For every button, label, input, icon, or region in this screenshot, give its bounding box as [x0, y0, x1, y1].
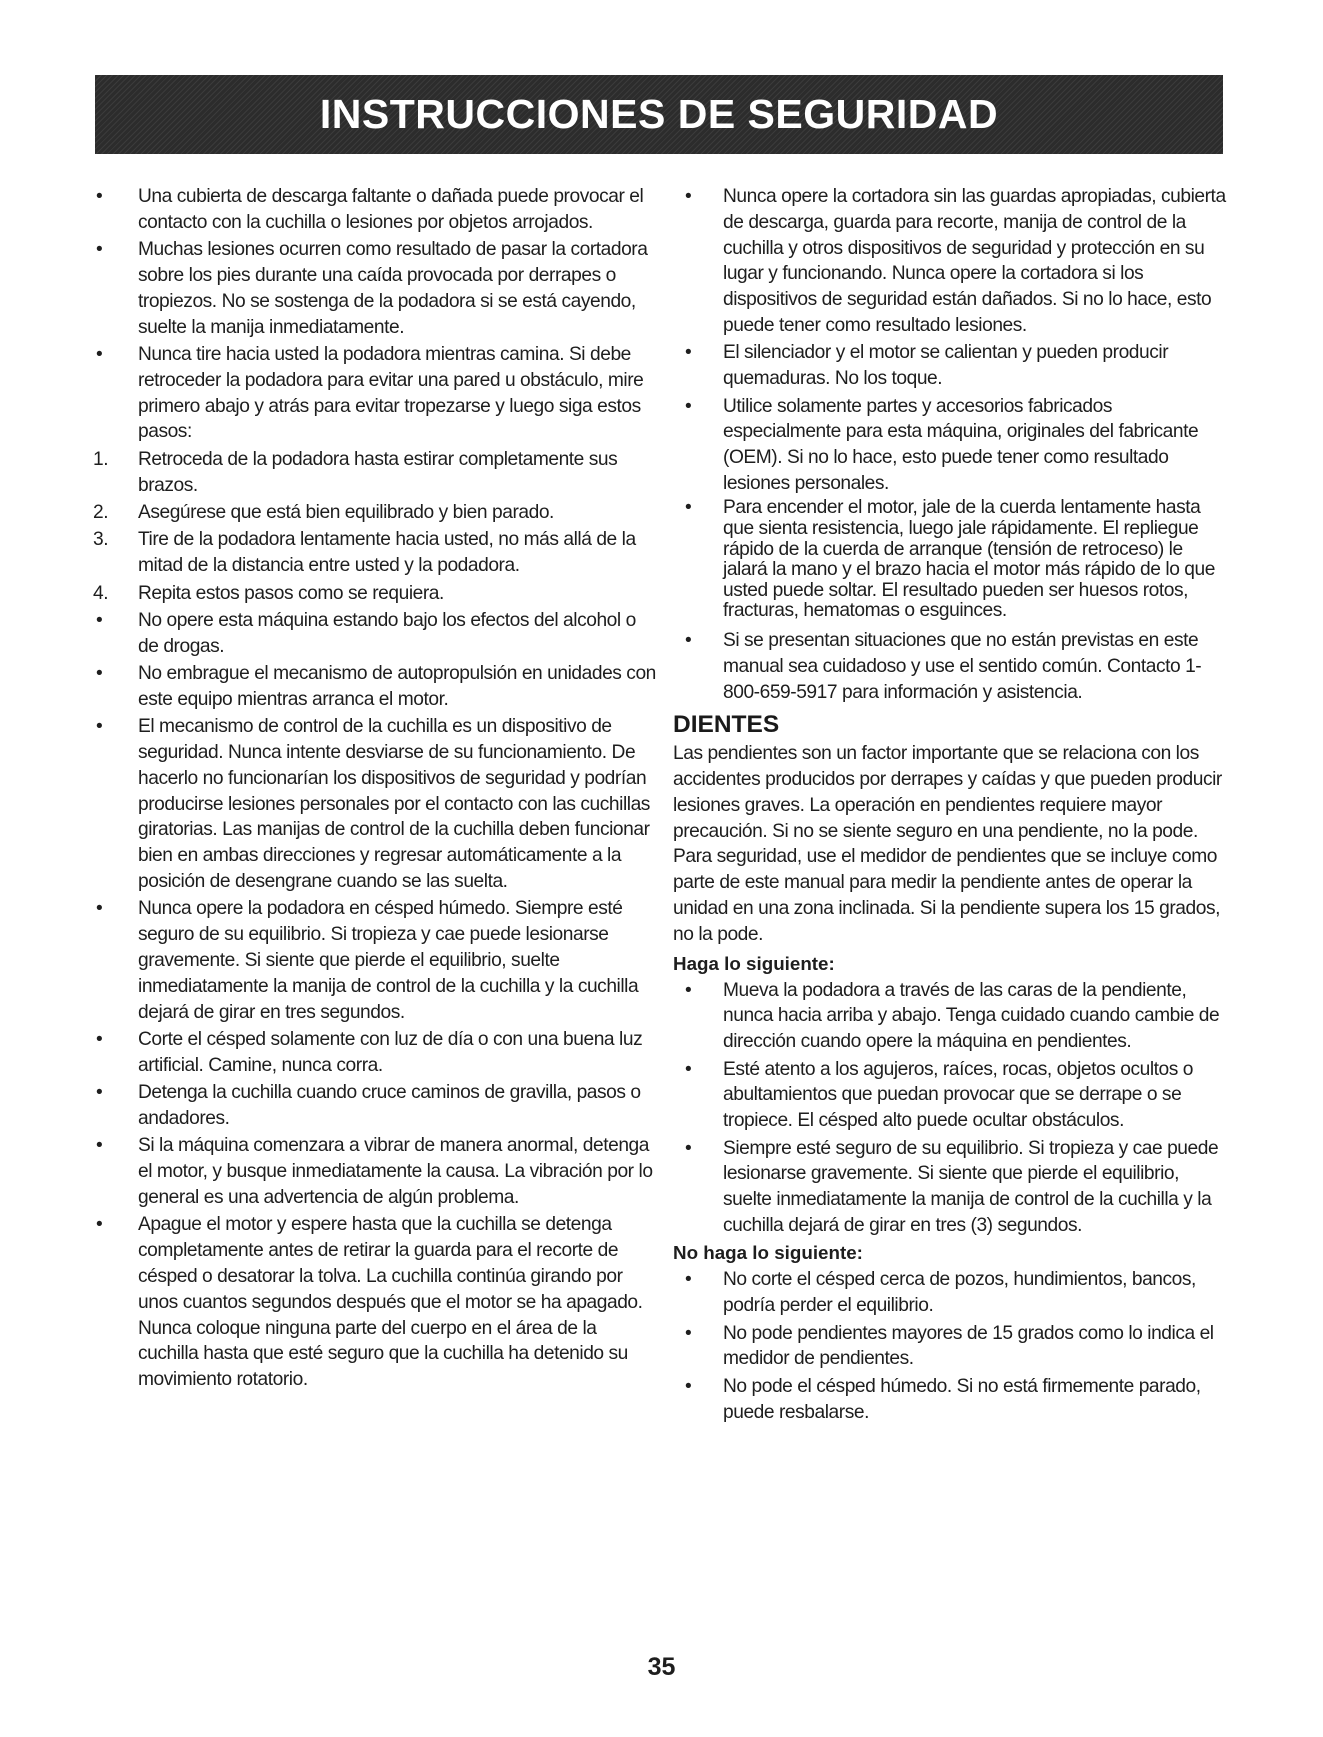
list-item-text: El silenciador y el motor se calientan y pueden producir quemaduras. No los toque. — [723, 342, 1169, 390]
bullet-icon: • — [685, 1269, 692, 1291]
list-item — [93, 527, 660, 579]
list-item — [93, 1133, 660, 1210]
bullet-icon: • — [96, 1082, 103, 1104]
dont-heading: No haga lo siguiente: — [673, 1242, 863, 1264]
list-item-text: Detenga la cuchilla cuando cruce caminos de gravilla, pasos o andadores. — [138, 1082, 641, 1130]
bullet-icon: • — [96, 239, 103, 261]
bullet-icon: • — [685, 1058, 692, 1080]
list-item — [93, 896, 660, 1025]
list-item — [93, 581, 660, 607]
bullet-icon: • — [96, 716, 103, 738]
list-item — [673, 394, 1228, 497]
list-item-text: Nunca tire hacia usted la podadora mientras camina. Si debe retroceder la podadora para evitar una pared u obstáculo, mire primero abajo y atrás para evitar tropezarse y luego siga estos pasos: — [138, 343, 644, 443]
bullet-icon: • — [96, 609, 103, 631]
list-item-text: No pode pendientes mayores de 15 grados como lo indica el medidor de pendientes. — [723, 1322, 1214, 1370]
page-number: 35 — [647, 1653, 676, 1681]
do-list — [673, 978, 1228, 1239]
list-item — [673, 1057, 1228, 1134]
list-item-text: Si se presentan situaciones que no están previstas en este manual sea cuidadoso y use el sentido común. Contacto 1-800-659-5917 para información y asistencia. — [723, 629, 1202, 703]
list-item — [673, 978, 1228, 1055]
list-item-text: Apague el motor y espere hasta que la cuchilla se detenga completamente antes de retirar la guarda para el recorte de césped o desatorar la tolva. La cuchilla continúa girando por unos cuantos segundos después que el motor se ha apagado. Nunca coloque ninguna parte del cuerpo en el área de la cuchilla hasta que esté seguro que la cuchilla ha detenido su movimiento rotatorio. — [138, 1214, 643, 1391]
list-item-text: Corte el césped solamente con luz de día o con una buena luz artificial. Camine, nunca corra. — [138, 1029, 643, 1076]
list-item — [93, 500, 660, 526]
list-item-text: Asegúrese que está bien equilibrado y bien parado. — [138, 501, 554, 523]
bullet-icon: • — [685, 1375, 692, 1397]
bullet-icon: • — [96, 343, 103, 365]
bullet-icon: • — [685, 186, 692, 207]
header-banner — [95, 75, 1223, 154]
bullet-icon: • — [96, 898, 103, 920]
right-column — [673, 184, 1228, 1427]
list-item — [673, 498, 1228, 622]
list-item — [93, 714, 660, 895]
list-item — [673, 340, 1228, 392]
do-heading: Haga lo siguiente: — [673, 952, 835, 974]
list-item-text: Repita estos pasos como se requiera. — [138, 582, 444, 604]
list-item-text: No pode el césped húmedo. Si no está firmemente parado, puede resbalarse. — [723, 1375, 1201, 1423]
list-item — [673, 1374, 1228, 1426]
step-number: 1. — [93, 448, 109, 470]
safety-list — [673, 184, 1228, 705]
bullet-icon: • — [96, 663, 103, 685]
list-item-text: El mecanismo de control de la cuchilla es un dispositivo de seguridad. Nunca intente desviarse de su funcionamiento. De hacerlo no funcionarían los dispositivos de seguridad y podrían producirse lesiones personales por el contacto con las cuchillas giratorias. Las manijas de control de la cuchilla deben funcionar bien en ambas direcciones y regresar automáticamente a la posición de desengrane cuando se las suelta. — [138, 716, 650, 893]
list-item — [93, 1080, 660, 1132]
bullet-icon: • — [685, 342, 692, 364]
list-item — [673, 1267, 1228, 1319]
bullet-icon: • — [96, 1135, 103, 1157]
list-item — [93, 661, 660, 713]
list-item-text: Siempre esté seguro de su equilibrio. Si tropieza y cae puede lesionarse gravemente. Si siente que pierde el equilibrio, suelte inmediatamente la manija de control de la cuchilla y la cuchilla dejará de girar en tres (3) segundos. — [723, 1137, 1219, 1237]
list-item — [673, 1321, 1228, 1373]
list-item-text: Mueva la podadora a través de las caras de la pendiente, nunca hacia arriba y abajo. Tenga cuidado cuando cambie de dirección cuando opere la máquina en pendientes. — [723, 979, 1220, 1053]
bullet-icon: • — [685, 979, 692, 1001]
list-item-text: Nunca opere la podadora en césped húmedo. Siempre esté seguro de su equilibrio. Si tropieza y cae puede lesionarse gravemente. Si siente que pierde el equilibrio, suelte inmediatamente la manija de control de la cuchilla y la cuchilla dejará de girar en tres segundos. — [138, 898, 639, 1023]
list-item — [93, 1027, 660, 1079]
step-number: 2. — [93, 501, 109, 523]
bullet-icon: • — [685, 497, 692, 519]
list-item — [673, 184, 1228, 339]
list-item-text: Tire de la podadora lentamente hacia usted, no más allá de la mitad de la distancia entre usted y la podadora. — [138, 529, 636, 577]
bullet-icon: • — [96, 1214, 103, 1236]
list-item-text: Esté atento a los agujeros, raíces, rocas, objetos ocultos o abultamientos que puedan provocar que se derrape o se tropiece. El césped alto puede ocultar obstáculos. — [723, 1058, 1194, 1132]
step-number: 3. — [93, 529, 109, 551]
page-title: INSTRUCCIONES DE SEGURIDAD — [319, 91, 999, 137]
list-item-text: Para encender el motor, jale de la cuerda lentamente hasta que sienta resistencia, luego jale rápidamente. El repliegue rápido de la cuerda de arranque (tensión de retroceso) le jalará la mano y el brazo hacia el motor más rápido de lo que usted puede soltar. El resultado pueden ser huesos rotos, fracturas, hematomas o esguinces. — [723, 497, 1215, 622]
list-item — [93, 447, 660, 499]
section-paragraph: Las pendientes son un factor importante que se relaciona con los accidentes producidos por derrapes y caídas y que pueden producir lesiones graves. La operación en pendientes requiere mayor precaución. Si no se siente seguro en una pendiente, no la pode. Para seguridad, use el medidor de pendientes que se incluye como parte de este manual para medir la pendiente antes de operar la unidad en una zona inclinada. Si la pendiente supera los 15 grados, no la pode. — [673, 743, 1222, 945]
list-item — [93, 342, 660, 445]
bullet-icon: • — [685, 1322, 692, 1344]
list-item-text: No corte el césped cerca de pozos, hundimientos, bancos, podría perder el equilibrio. — [723, 1269, 1196, 1317]
bullet-icon: • — [96, 186, 103, 207]
list-item-text: Utilice solamente partes y accesorios fabricados especialmente para esta máquina, originales del fabricante (OEM). Si no lo hace, esto puede tener como resultado lesiones personales. — [723, 395, 1199, 494]
list-item — [673, 1136, 1228, 1239]
bullet-icon: • — [685, 395, 692, 417]
bullet-icon: • — [685, 629, 692, 651]
section-title: DIENTES — [673, 711, 780, 739]
left-column — [93, 184, 660, 1395]
dont-list — [673, 1267, 1228, 1425]
list-item-text: No opere esta máquina estando bajo los efectos del alcohol o de drogas. — [138, 609, 636, 657]
list-item-text: Muchas lesiones ocurren como resultado de pasar la cortadora sobre los pies durante una caída provocada por derrapes o tropiezos. No se sostenga de la podadora si se está cayendo, suelte la manija inmediatamente. — [138, 239, 648, 338]
list-item-text: No embrague el mecanismo de autopropulsión en unidades con este equipo mientras arranca el motor. — [138, 663, 656, 710]
list-item-text: Una cubierta de descarga faltante o dañada puede provocar el contacto con la cuchilla o lesiones por objetos arrojados. — [138, 186, 644, 233]
list-item — [93, 184, 660, 236]
list-item — [93, 237, 660, 340]
list-item-text: Retroceda de la podadora hasta estirar completamente sus brazos. — [138, 448, 618, 496]
bullet-icon: • — [685, 1137, 692, 1159]
step-number: 4. — [93, 582, 109, 604]
list-item-text: Nunca opere la cortadora sin las guardas apropiadas, cubierta de descarga, guarda para recorte, manija de control de la cuchilla y otros dispositivos de seguridad y protección en su lugar y funcionando. Nunca opere la cortadora si los dispositivos de seguridad están dañados. Si no lo hace, esto puede tener como resultado lesiones. — [723, 186, 1226, 336]
list-item — [93, 608, 660, 660]
list-item-text: Si la máquina comenzara a vibrar de manera anormal, detenga el motor, y busque inmediatamente la causa. La vibración por lo general es una advertencia de algún problema. — [138, 1135, 653, 1208]
list-item — [673, 628, 1228, 705]
bullet-icon: • — [96, 1029, 103, 1051]
list-item — [93, 1212, 660, 1393]
